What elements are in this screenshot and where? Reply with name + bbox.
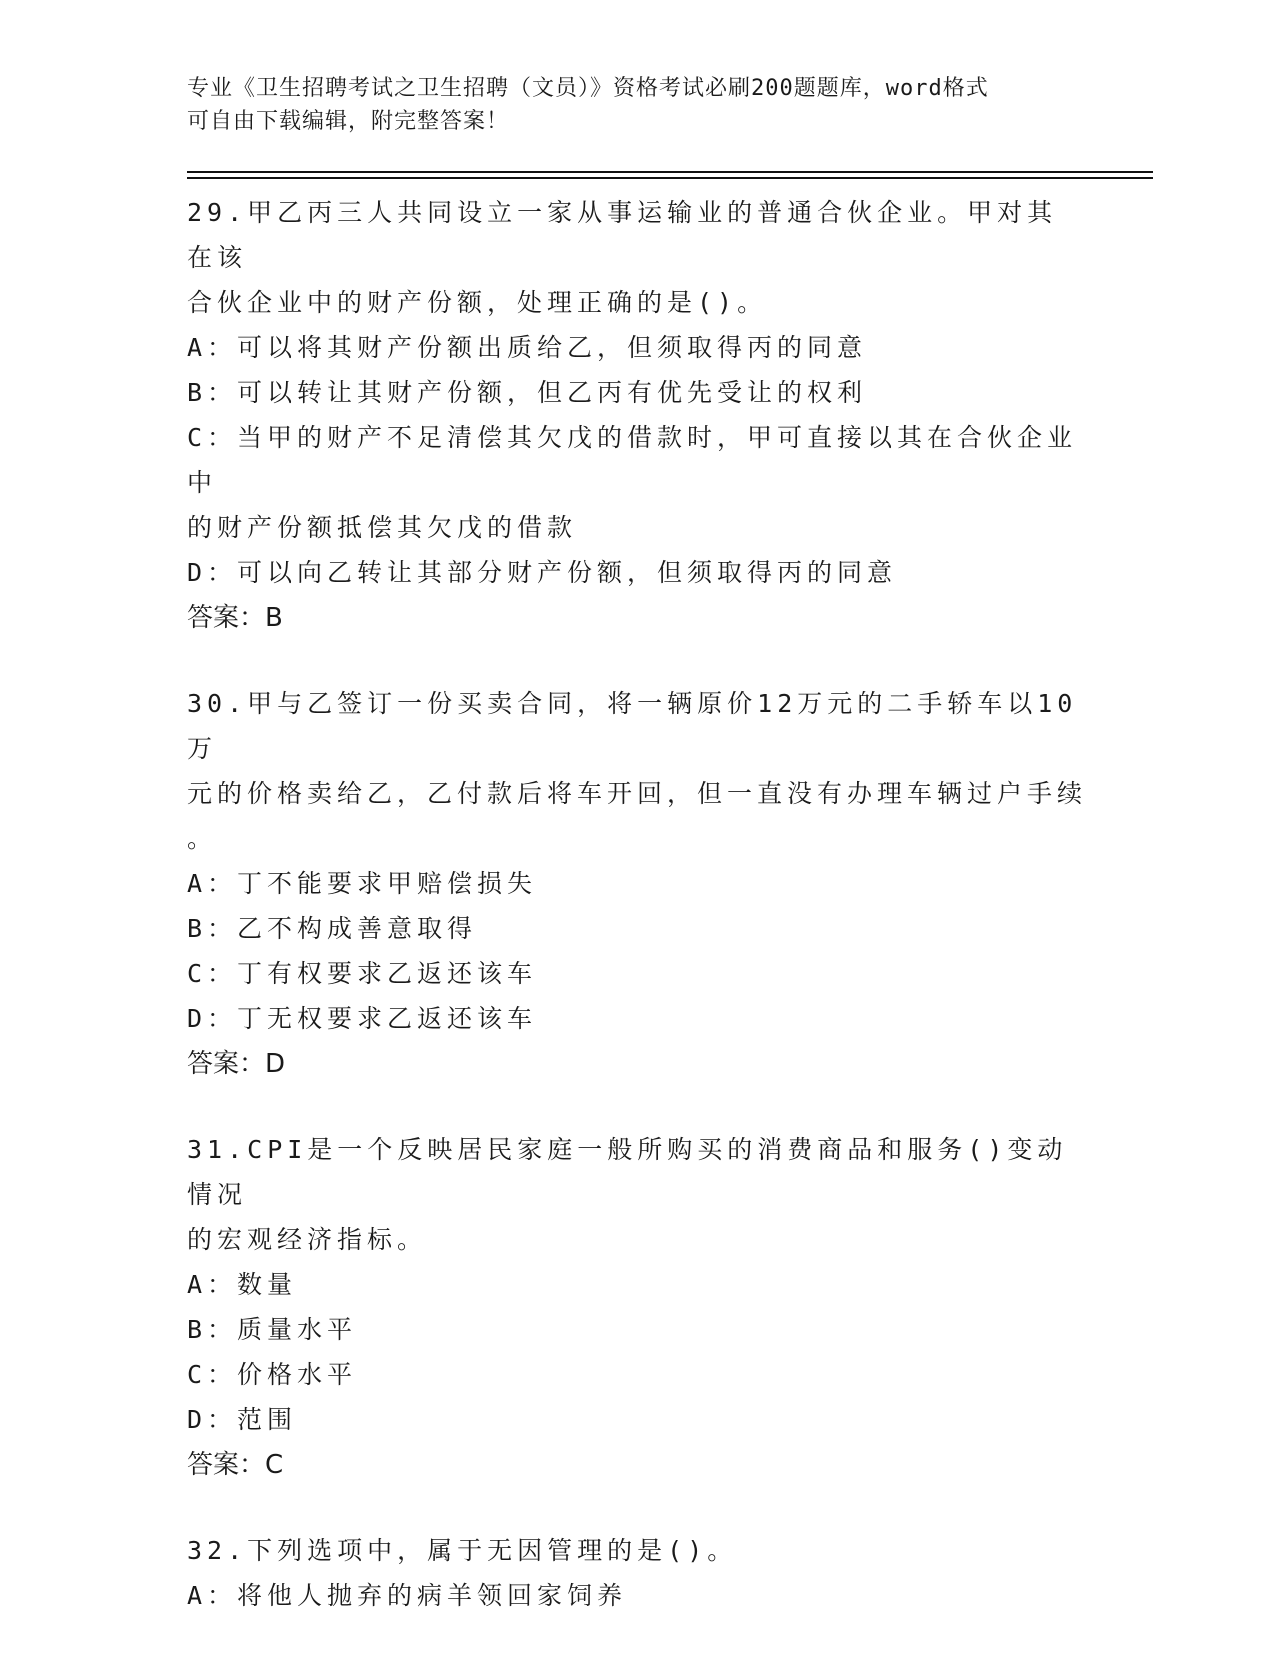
question-answer: 答案：B — [187, 603, 283, 633]
question-stem-line: 29.甲乙丙三人共同设立一家从事运输业的普通合伙企业。甲对其在该 — [187, 198, 1058, 272]
document-header — [187, 72, 1087, 138]
question-stem-line: 。 — [187, 824, 218, 853]
header-divider-top — [187, 171, 1153, 173]
question-option: B：质量水平 — [187, 1315, 358, 1344]
question-option: A：数量 — [187, 1270, 298, 1299]
question-option: C：价格水平 — [187, 1360, 358, 1389]
question-option: A：丁不能要求甲赔偿损失 — [187, 869, 538, 898]
question-option: B：乙不构成善意取得 — [187, 914, 478, 943]
question-stem-line: 31.CPI是一个反映居民家庭一般所购买的消费商品和服务()变动情况 — [187, 1135, 1068, 1209]
question-stem-line: 合伙企业中的财产份额，处理正确的是()。 — [187, 288, 768, 317]
question-option: C：当甲的财产不足清偿其欠戊的借款时，甲可直接以其在合伙企业中 — [187, 423, 1078, 497]
question-option: D：可以向乙转让其部分财产份额，但须取得丙的同意 — [187, 558, 898, 587]
question-list — [187, 190, 1087, 1658]
question-option: B：可以转让其财产份额，但乙丙有优先受让的权利 — [187, 378, 868, 407]
question-option: 的财产份额抵偿其欠戊的借款 — [187, 513, 578, 542]
question-answer: 答案：D — [187, 1049, 286, 1079]
header-line-1: 专业《卫生招聘考试之卫生招聘（文员）》资格考试必刷200题题库，word格式 — [187, 76, 989, 101]
question-option: D：范围 — [187, 1405, 298, 1434]
question-option: C：丁有权要求乙返还该车 — [187, 959, 538, 988]
question-block — [187, 1127, 1087, 1488]
header-line-2: 可自由下载编辑，附完整答案！ — [187, 109, 510, 134]
question-block — [187, 190, 1087, 641]
question-answer: 答案：C — [187, 1450, 284, 1480]
header-divider-bottom — [187, 177, 1153, 179]
question-block — [187, 681, 1087, 1087]
question-stem-line: 元的价格卖给乙，乙付款后将车开回，但一直没有办理车辆过户手续 — [187, 779, 1088, 808]
question-stem-line: 的宏观经济指标。 — [187, 1225, 428, 1254]
question-stem-line: 30.甲与乙签订一份买卖合同，将一辆原价12万元的二手轿车以10万 — [187, 689, 1078, 763]
question-option: A：可以将其财产份额出质给乙，但须取得丙的同意 — [187, 333, 868, 362]
question-option: A：将他人抛弃的病羊领回家饲养 — [187, 1581, 628, 1610]
question-option: D：丁无权要求乙返还该车 — [187, 1004, 538, 1033]
question-stem-line: 32.下列选项中，属于无因管理的是()。 — [187, 1536, 738, 1565]
question-block — [187, 1528, 1087, 1618]
